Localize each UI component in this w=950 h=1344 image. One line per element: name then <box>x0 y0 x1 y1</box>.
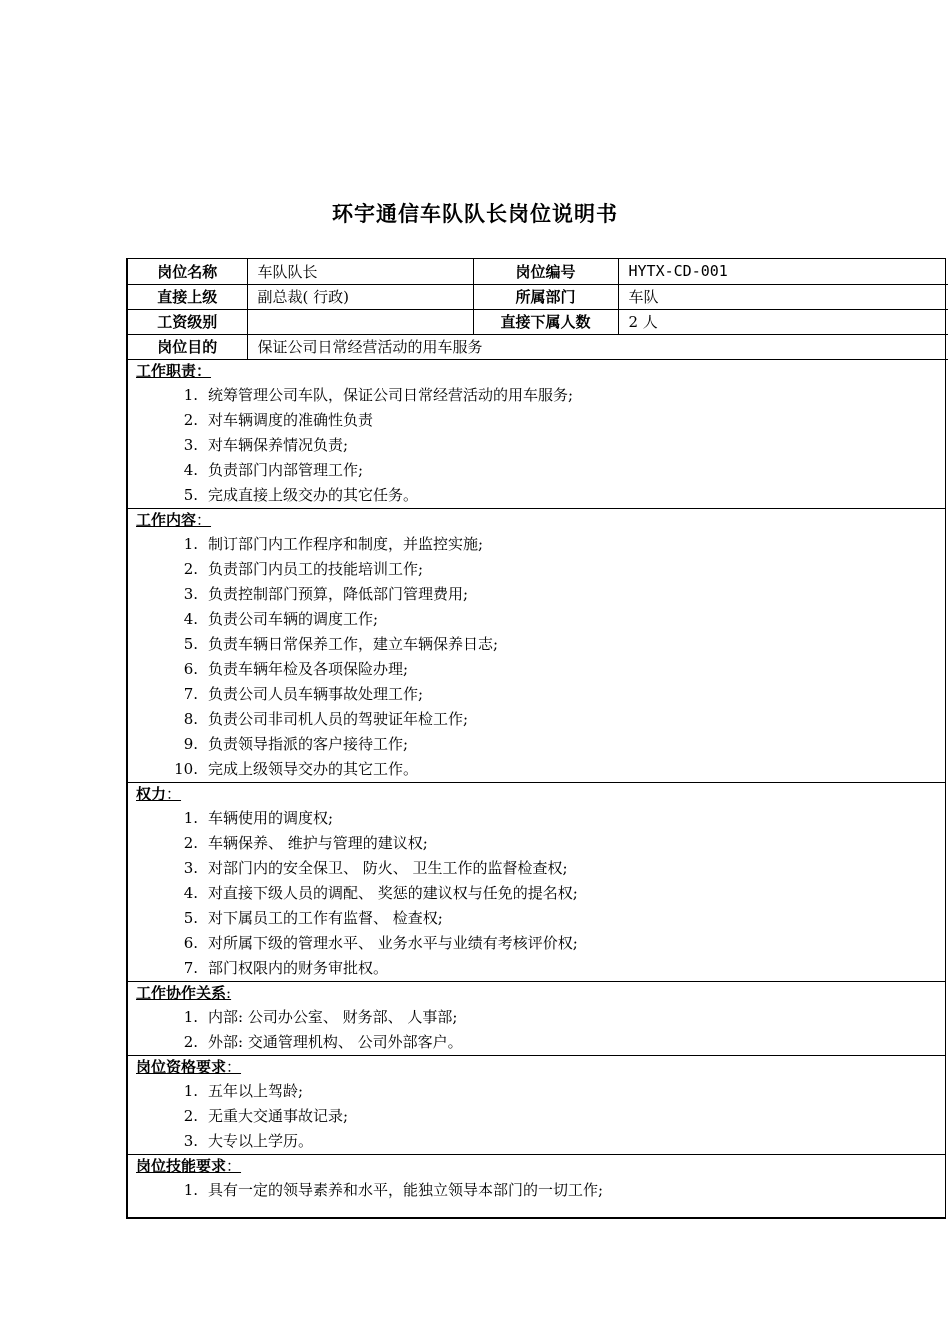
list-item <box>136 831 945 856</box>
section-collaboration <box>128 981 945 1055</box>
list-item <box>136 458 945 483</box>
value-direct-superior: 副总裁( 行政) <box>247 284 473 309</box>
list-item <box>136 881 945 906</box>
section-heading-punct: ： <box>226 1156 242 1175</box>
list-item-text: 负责公司人员车辆事故处理工作; <box>208 684 424 703</box>
list-item-text: 完成直接上级交办的其它任务。 <box>208 485 419 504</box>
value-purpose: 保证公司日常经营活动的用车服务 <box>247 334 948 359</box>
list-item-number: 1. <box>183 1007 198 1026</box>
list-item-number: 6. <box>183 659 198 678</box>
list-item-number: 3. <box>183 435 198 454</box>
list-item-text: 对直接下级人员的调配、 奖惩的建议权与任免的提名权; <box>208 883 578 902</box>
list-item-number: 1. <box>183 808 198 827</box>
list-item-number: 5. <box>183 634 198 653</box>
section-heading-text: 岗位资格要求 <box>136 1057 227 1076</box>
list-item-number: 2. <box>183 1106 198 1125</box>
list-item <box>136 956 945 981</box>
job-description-form <box>126 258 946 1219</box>
section-heading <box>136 982 945 1005</box>
list-item-text: 负责公司非司机人员的驾驶证年检工作; <box>208 709 469 728</box>
section-authority <box>128 782 945 981</box>
list-item <box>136 1079 945 1104</box>
list-item <box>136 906 945 931</box>
list-item <box>136 607 945 632</box>
list-item-text: 车辆保养、 维护与管理的建议权; <box>208 833 428 852</box>
list-item-text: 具有一定的领导素养和水平，能独立领导本部门的一切工作; <box>208 1180 604 1199</box>
list-item-number: 7. <box>183 684 198 703</box>
list-item-text: 负责部门内部管理工作; <box>208 460 364 479</box>
section-heading <box>136 783 945 806</box>
basic-info-table <box>128 259 948 360</box>
section-qualifications <box>128 1055 945 1154</box>
section-heading-text: 工作内容 <box>136 510 197 529</box>
list-item-number: 2. <box>183 559 198 578</box>
list-item <box>136 732 945 757</box>
section-work-content <box>128 508 945 782</box>
list-item-text: 制订部门内工作程序和制度，并监控实施; <box>208 534 484 553</box>
value-salary-grade <box>247 309 473 334</box>
value-subordinate-count: 2 人 <box>618 309 948 334</box>
list-item-text: 负责控制部门预算，降低部门管理费用; <box>208 584 469 603</box>
label-position-name: 岗位名称 <box>128 259 247 284</box>
section-heading <box>136 1155 945 1178</box>
list-item <box>136 383 945 408</box>
list-item <box>136 483 945 508</box>
list-item-text: 外部: 交通管理机构、 公司外部客户。 <box>208 1032 463 1051</box>
list-item-number: 7. <box>183 958 198 977</box>
list-item-text: 统筹管理公司车队，保证公司日常经营活动的用车服务; <box>208 385 574 404</box>
list-item-text: 负责车辆年检及各项保险办理; <box>208 659 409 678</box>
list-item-number: 4. <box>183 460 198 479</box>
sections-container <box>128 360 945 1203</box>
list-item <box>136 557 945 582</box>
section-heading-text: 岗位技能要求 <box>136 1156 227 1175</box>
value-position-name: 车队队长 <box>247 259 473 284</box>
list-item-number: 3. <box>183 858 198 877</box>
list-item-number: 3. <box>183 584 198 603</box>
list-item <box>136 931 945 956</box>
list-item-text: 负责车辆日常保养工作，建立车辆保养日志; <box>208 634 499 653</box>
info-row-position <box>128 259 948 284</box>
list-item-number: 2. <box>183 1032 198 1051</box>
list-item-number: 1. <box>183 1081 198 1100</box>
section-heading-punct: ： <box>166 784 182 803</box>
list-item-text: 对部门内的安全保卫、 防火、 卫生工作的监督检查权; <box>208 858 568 877</box>
list-item-text: 五年以上驾龄; <box>208 1081 304 1100</box>
list-item-number: 5. <box>183 908 198 927</box>
list-item-number: 9. <box>183 734 198 753</box>
section-heading <box>136 1056 945 1079</box>
section-skills <box>128 1154 945 1203</box>
list-item-text: 对车辆调度的准确性负责 <box>208 410 374 429</box>
list-item-number: 2. <box>183 833 198 852</box>
label-department: 所属部门 <box>473 284 618 309</box>
section-heading-text: 权力 <box>136 784 167 803</box>
section-heading <box>136 509 945 532</box>
info-row-superior <box>128 284 948 309</box>
section-heading-punct: ： <box>226 1057 242 1076</box>
label-direct-superior: 直接上级 <box>128 284 247 309</box>
list-item-text: 负责公司车辆的调度工作; <box>208 609 379 628</box>
list-item-number: 5. <box>183 485 198 504</box>
list-item-text: 对下属员工的工作有监督、 检查权; <box>208 908 443 927</box>
list-item-text: 车辆使用的调度权; <box>208 808 334 827</box>
list-item-text: 内部: 公司办公室、 财务部、 人事部; <box>208 1007 458 1026</box>
list-item <box>136 582 945 607</box>
document-title: 环宇通信车队队长岗位说明书 <box>332 202 618 226</box>
list-item-number: 8. <box>183 709 198 728</box>
list-item-number: 6. <box>183 933 198 952</box>
list-item-text: 完成上级领导交办的其它工作。 <box>208 759 419 778</box>
list-item <box>136 1030 945 1055</box>
list-item <box>136 707 945 732</box>
list-item-text: 对车辆保养情况负责; <box>208 435 349 454</box>
list-item <box>136 1005 945 1030</box>
label-position-code: 岗位编号 <box>473 259 618 284</box>
list-item-text: 对所属下级的管理水平、 业务水平与业绩有考核评价权; <box>208 933 578 952</box>
label-subordinate-count: 直接下属人数 <box>473 309 618 334</box>
label-purpose: 岗位目的 <box>128 334 247 359</box>
list-item <box>136 408 945 433</box>
list-item-number: 1. <box>183 534 198 553</box>
section-heading-text: 工作职责： <box>136 361 212 380</box>
list-item-text: 大专以上学历。 <box>208 1131 314 1150</box>
list-item <box>136 1129 945 1154</box>
list-item-text: 无重大交通事故记录; <box>208 1106 349 1125</box>
list-item <box>136 632 945 657</box>
list-item-number: 1. <box>183 1180 198 1199</box>
list-item-text: 负责领导指派的客户接待工作; <box>208 734 409 753</box>
list-item <box>136 1104 945 1129</box>
info-row-salary <box>128 309 948 334</box>
list-item <box>136 682 945 707</box>
info-row-purpose <box>128 334 948 359</box>
list-item <box>136 757 945 782</box>
section-heading-text: 工作协作关系 <box>136 983 227 1002</box>
list-item-text: 部门权限内的财务审批权。 <box>208 958 389 977</box>
list-item-number: 10. <box>174 759 198 778</box>
list-item <box>136 806 945 831</box>
list-item-number: 1. <box>183 385 198 404</box>
list-item <box>136 1178 945 1203</box>
list-item-number: 4. <box>183 609 198 628</box>
list-item-number: 2. <box>183 410 198 429</box>
list-item <box>136 532 945 557</box>
section-heading-punct: ： <box>196 510 212 529</box>
label-salary-grade: 工资级别 <box>128 309 247 334</box>
section-responsibilities <box>128 360 945 508</box>
value-position-code: HYTX-CD-001 <box>618 259 948 284</box>
value-department: 车队 <box>618 284 948 309</box>
section-heading-punct: : <box>226 983 232 1002</box>
section-heading <box>136 360 945 383</box>
list-item <box>136 657 945 682</box>
list-item <box>136 856 945 881</box>
list-item-number: 4. <box>183 883 198 902</box>
list-item-number: 3. <box>183 1131 198 1150</box>
list-item-text: 负责部门内员工的技能培训工作; <box>208 559 424 578</box>
list-item <box>136 433 945 458</box>
